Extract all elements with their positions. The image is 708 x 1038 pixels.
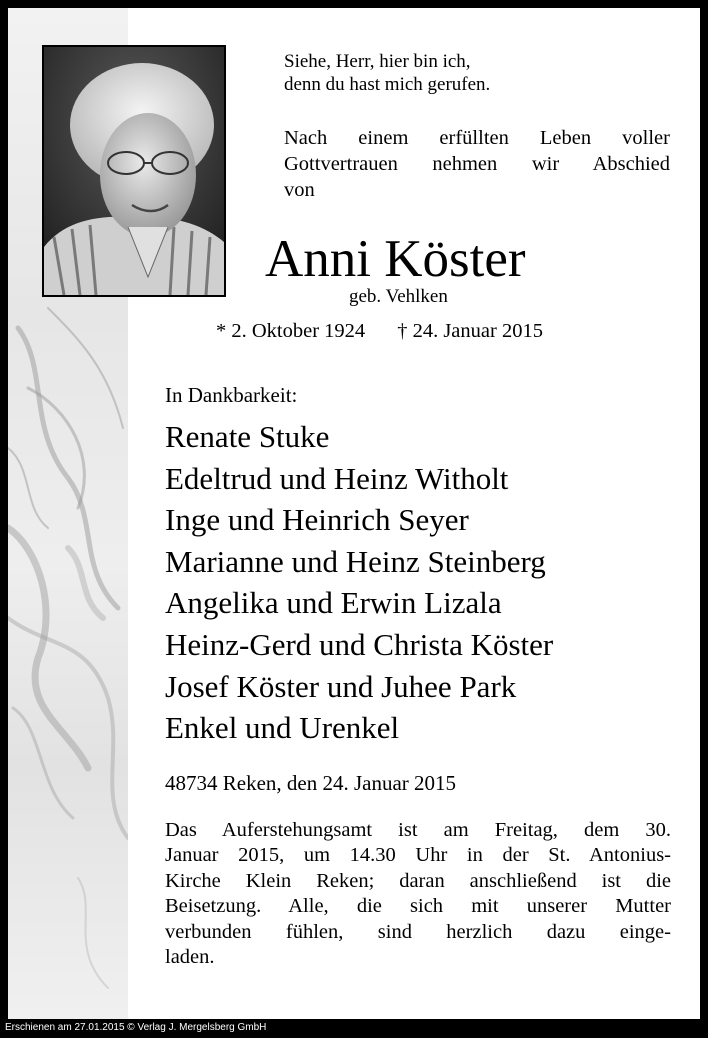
portrait-photo [42, 45, 226, 297]
funeral-notice [165, 818, 671, 970]
notice-line: Beisetzung. Alle, die sich mit unserer Mutter [165, 895, 671, 918]
notice-line: laden. [165, 946, 215, 969]
mourners-list [165, 416, 553, 749]
bible-verse [284, 50, 490, 96]
maiden-name: geb. Vehlken [349, 286, 448, 307]
deceased-name: Anni Köster [265, 230, 526, 288]
notice-line: Kirche Klein Reken; daran anschließend ist die [165, 869, 671, 892]
portrait-image [44, 47, 224, 295]
intro-line: Nach einem erfüllten Leben voller [284, 127, 670, 149]
verse-line: Siehe, Herr, hier bin ich, [284, 51, 471, 72]
mourner-name: Renate Stuke [165, 419, 330, 454]
mourner-name: Enkel und Urenkel [165, 710, 400, 746]
intro-line: von [284, 179, 315, 201]
mourner-name: Edeltrud und Heinz Witholt [165, 460, 509, 496]
mourner-name: Marianne und Heinz Steinberg [165, 543, 546, 579]
birth-date: * 2. Oktober 1924 [216, 320, 366, 342]
verse-line: denn du hast mich gerufen. [284, 74, 491, 95]
thanks-label: In Dankbarkeit: [165, 383, 298, 407]
place-date: 48734 Reken, den 24. Januar 2015 [165, 771, 457, 795]
notice-line: Das Auferstehungsamt ist am Freitag, dem 30. [165, 819, 671, 841]
intro-text [284, 125, 670, 203]
notice-line: Januar 2015, um 14.30 Uhr in der St. Antonius- [165, 844, 671, 867]
mourner-name: Heinz-Gerd und Christa Köster [165, 626, 554, 662]
obituary-notice [8, 8, 700, 1019]
publication-footer: Erschienen am 27.01.2015 © Verlag J. Mergelsberg GmbH [5, 1022, 267, 1033]
mourner-name: Inge und Heinrich Seyer [165, 502, 469, 538]
mourner-name: Josef Köster und Juhee Park [165, 668, 517, 704]
death-date: † 24. Januar 2015 [397, 320, 543, 342]
notice-line: verbunden fühlen, sind herzlich dazu einge- [165, 920, 671, 943]
life-dates [216, 318, 543, 344]
intro-line: Gottvertrauen nehmen wir Abschied [284, 153, 670, 175]
mourner-name: Angelika und Erwin Lizala [165, 585, 502, 621]
